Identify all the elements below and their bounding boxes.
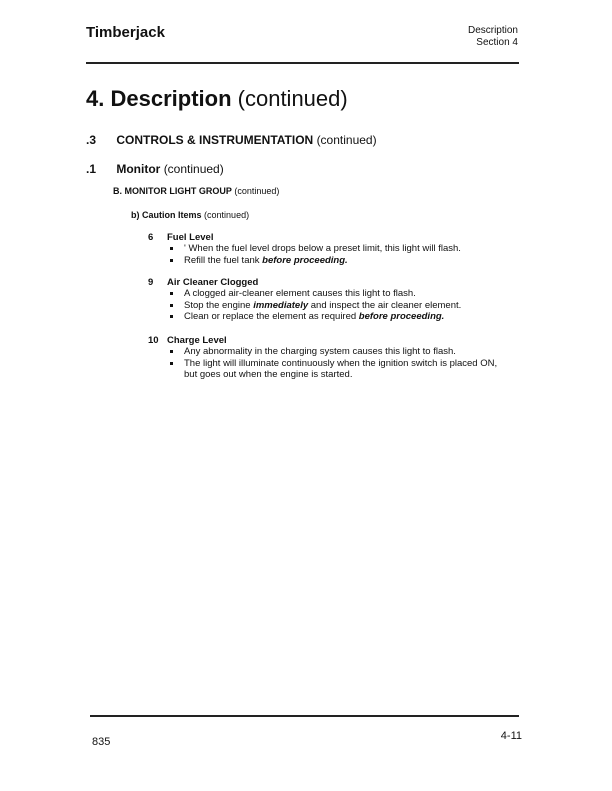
subsection-suffix: (continued) — [234, 186, 280, 196]
caution-item-air-cleaner — [148, 277, 461, 323]
subsection-title: Caution Items — [142, 210, 202, 220]
item-number: 10 — [148, 335, 159, 346]
subsection-label: b) — [131, 210, 140, 220]
header-section-info — [468, 25, 518, 49]
header-section: Section 4 — [476, 37, 518, 48]
item-bullet-list — [148, 243, 461, 266]
section-number: .3 — [86, 133, 97, 147]
section-heading-3 — [86, 133, 377, 147]
section-title: CONTROLS & INSTRUMENTATION — [116, 133, 314, 147]
bullet-item: Any abnormality in the charging system causes this light to flash. — [170, 346, 510, 358]
chapter-suffix: (continued) — [237, 86, 348, 111]
footer-rule — [90, 715, 519, 717]
chapter-title: Description — [110, 86, 232, 111]
header-rule — [86, 62, 519, 64]
brand-name: Timberjack — [86, 24, 165, 41]
bullet-item: The light will illuminate continuously when the ignition switch is placed ON, but goes out when the engine is started. — [170, 358, 510, 381]
caution-item-fuel-level — [148, 232, 461, 266]
page-number: 4-11 — [500, 730, 522, 742]
section-number: .1 — [86, 162, 97, 176]
subsection-suffix: (continued) — [204, 210, 250, 220]
bullet-item: Refill the fuel tank before proceeding. — [170, 255, 461, 267]
caution-item-charge-level — [148, 335, 510, 381]
footer-doc-number: 835 — [92, 736, 111, 748]
item-title: Air Cleaner Clogged — [167, 277, 259, 288]
section-heading-1 — [86, 162, 224, 176]
section-suffix: (continued) — [163, 162, 224, 176]
section-title: Monitor — [116, 162, 161, 176]
bullet-item: ' When the fuel level drops below a preset limit, this light will flash. — [170, 243, 461, 255]
item-title: Charge Level — [167, 335, 227, 346]
bullet-item: A clogged air-cleaner element causes this light to flash. — [170, 288, 461, 300]
section-suffix: (continued) — [316, 133, 377, 147]
item-number: 6 — [148, 232, 154, 243]
item-number: 9 — [148, 277, 154, 288]
item-title: Fuel Level — [167, 232, 214, 243]
bullet-item: Stop the engine immediately and inspect the air cleaner element. — [170, 300, 461, 312]
subsection-label: B. — [113, 186, 122, 196]
subsection-heading-b — [113, 186, 279, 196]
item-bullet-list — [148, 346, 510, 381]
subsection-heading-caution — [131, 210, 249, 220]
chapter-heading — [86, 86, 348, 112]
header-description: Description — [467, 25, 518, 36]
chapter-number: 4. — [86, 86, 105, 111]
bullet-item: Clean or replace the element as required before proceeding. — [170, 311, 461, 323]
item-bullet-list — [148, 288, 461, 323]
subsection-title: MONITOR LIGHT GROUP — [124, 186, 232, 196]
